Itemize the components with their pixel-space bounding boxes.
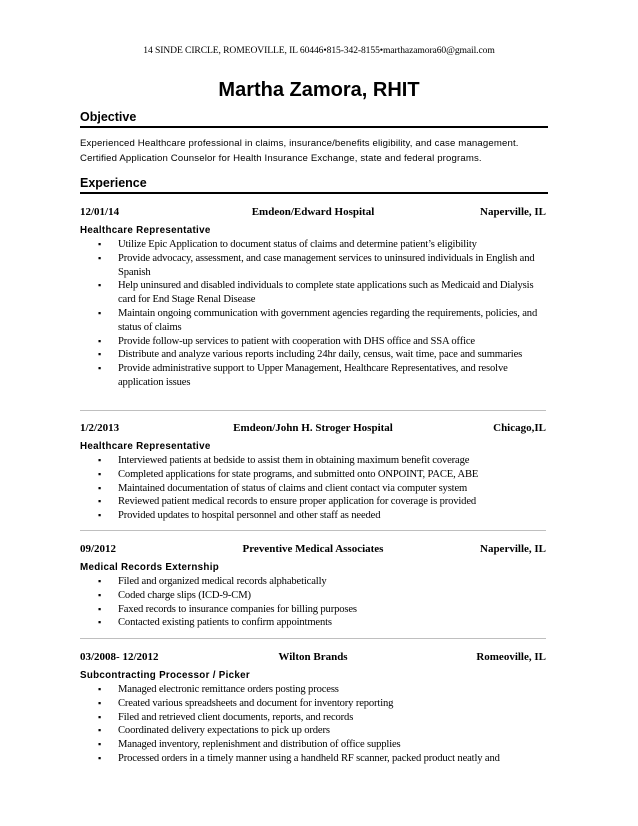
bullet-icon: ▪ — [98, 739, 102, 750]
bullet-icon: ▪ — [98, 603, 102, 614]
bullet-icon: ▪ — [98, 576, 102, 586]
duty-item — [80, 238, 546, 252]
job-location: Naperville, IL — [480, 206, 546, 218]
duty-text: Coordinated delivery expectations to pick up orders — [118, 725, 330, 737]
bullet-icon: ▪ — [98, 711, 102, 722]
bullet-icon: ▪ — [98, 697, 102, 708]
duty-text: Provide follow-up services to patient with cooperation with DHS office and SSA office — [118, 335, 475, 347]
job-employer: Preventive Medical Associates — [242, 543, 384, 555]
duty-text: Managed inventory, replenishment and distribution of office supplies — [118, 739, 401, 751]
duty-item — [80, 279, 546, 307]
job-header — [80, 543, 546, 559]
duty-item — [80, 252, 546, 280]
objective-heading: Objective — [80, 110, 548, 128]
duty-text: Created various spreadsheets and document for inventory reporting — [118, 697, 394, 709]
duty-text: Maintained documentation of status of claims and client contact via computer system — [118, 482, 468, 494]
bullet-icon: ▪ — [98, 510, 102, 521]
job-employer: Emdeon/John H. Stroger Hospital — [233, 422, 393, 434]
bullet-icon: ▪ — [98, 617, 102, 628]
job-title: Healthcare Representative — [80, 225, 211, 236]
section-divider — [80, 638, 546, 639]
job-title: Healthcare Representative — [80, 441, 211, 452]
duty-item — [80, 307, 546, 335]
bullet-icon: ▪ — [98, 252, 102, 263]
duty-list — [80, 238, 546, 390]
job-entry — [80, 543, 546, 630]
job-header — [80, 651, 546, 667]
bullet-icon: ▪ — [98, 363, 102, 374]
duty-text: Contacted existing patients to confirm appointments — [118, 617, 332, 629]
bullet-icon: ▪ — [98, 752, 102, 763]
bullet-icon: ▪ — [98, 482, 102, 493]
bullet-icon: ▪ — [98, 280, 102, 291]
bullet-icon: ▪ — [98, 239, 102, 249]
bullet-icon: ▪ — [98, 496, 102, 507]
duty-list — [80, 575, 546, 630]
contact-line: 14 SINDE CIRCLE, ROMEOVILLE, IL 60446•815-342-8155•marthazamora60@gmail.com — [143, 45, 495, 56]
bullet-icon: ▪ — [98, 349, 102, 360]
duty-text: Interviewed patients at bedside to assist them in obtaining maximum benefit coverage — [118, 455, 470, 466]
duty-item — [80, 683, 546, 697]
duty-list — [80, 683, 546, 766]
bullet-icon: ▪ — [98, 468, 102, 479]
job-header — [80, 206, 546, 222]
candidate-name: Martha Zamora, RHIT — [218, 79, 420, 101]
duty-text: Faxed records to insurance companies for billing purposes — [118, 603, 357, 615]
bullet-icon: ▪ — [98, 335, 102, 346]
duty-text: Help uninsured and disabled individuals to complete state applications such as Medicaid and Dialysis card for End Stage Renal Disease — [118, 280, 534, 306]
duty-item — [80, 495, 546, 509]
duty-text: Filed and retrieved client documents, reports, and records — [118, 711, 354, 723]
duty-item — [80, 468, 546, 482]
duty-item — [80, 589, 546, 603]
bullet-icon: ▪ — [98, 684, 102, 694]
bullet-icon: ▪ — [98, 455, 102, 465]
job-entry — [80, 651, 546, 766]
bullet-icon: ▪ — [98, 725, 102, 736]
section-divider — [80, 530, 546, 531]
duty-text: Reviewed patient medical records to ensure proper application for coverage is provided — [118, 496, 477, 508]
objective-text — [80, 137, 550, 166]
job-location: Chicago,IL — [493, 422, 546, 434]
duty-text: Distribute and analyze various reports including 24hr daily, census, wait time, pace and summaries — [118, 349, 523, 361]
duty-item — [80, 724, 546, 738]
duty-item — [80, 348, 546, 362]
duty-text: Provided updates to hospital personnel and other staff as needed — [118, 510, 381, 522]
duty-item — [80, 711, 546, 725]
duty-item — [80, 509, 546, 523]
duty-text: Utilize Epic Application to document status of claims and determine patient’s eligibility — [118, 239, 477, 250]
duty-item — [80, 454, 546, 468]
duty-text: Provide administrative support to Upper Management, Healthcare Representatives, and resolve application issues — [118, 363, 508, 388]
job-location: Romeoville, IL — [476, 651, 546, 663]
duty-text: Managed electronic remittance orders posting process — [118, 684, 339, 695]
experience-heading: Experience — [80, 176, 548, 194]
duty-text: Processed orders in a timely manner using a handheld RF scanner, packed product neatly and — [118, 752, 500, 764]
duty-item — [80, 752, 546, 766]
job-date: 09/2012 — [80, 543, 117, 555]
objective-line: Experienced Healthcare professional in claims, insurance/benefits eligibility, and case management. — [80, 138, 519, 149]
bullet-icon: ▪ — [98, 307, 102, 318]
duty-text: Maintain ongoing communication with government agencies regarding the requirements, policies, and status of claims — [118, 307, 538, 333]
section-divider — [80, 410, 546, 411]
duty-list — [80, 454, 546, 523]
duty-item — [80, 697, 546, 711]
job-location: Naperville, IL — [480, 543, 546, 555]
duty-item — [80, 603, 546, 617]
duty-text: Filed and organized medical records alphabetically — [118, 576, 327, 587]
duty-item — [80, 335, 546, 349]
job-entry — [80, 206, 546, 390]
job-title: Subcontracting Processor / Picker — [80, 670, 250, 681]
job-employer: Wilton Brands — [278, 651, 348, 663]
objective-line: Certified Application Counselor for Health Insurance Exchange, state and federal programs. — [80, 152, 482, 164]
duty-text: Completed applications for state programs, and submitted onto ONPOINT, PACE, ABE — [118, 468, 479, 480]
duty-item — [80, 482, 546, 496]
duty-item — [80, 575, 546, 589]
duty-item — [80, 738, 546, 752]
bullet-icon: ▪ — [98, 589, 102, 600]
job-entry — [80, 422, 546, 523]
job-title: Medical Records Externship — [80, 562, 220, 573]
job-date: 12/01/14 — [80, 206, 120, 218]
duty-item — [80, 616, 546, 630]
job-date: 1/2/2013 — [80, 422, 120, 434]
job-employer: Emdeon/Edward Hospital — [251, 206, 375, 218]
duty-item — [80, 362, 546, 390]
duty-text: Coded charge slips (ICD-9-CM) — [118, 589, 251, 601]
job-header — [80, 422, 546, 438]
job-date: 03/2008- 12/2012 — [80, 651, 159, 663]
duty-text: Provide advocacy, assessment, and case management services to uninsured individuals in English and Spanish — [118, 252, 535, 278]
